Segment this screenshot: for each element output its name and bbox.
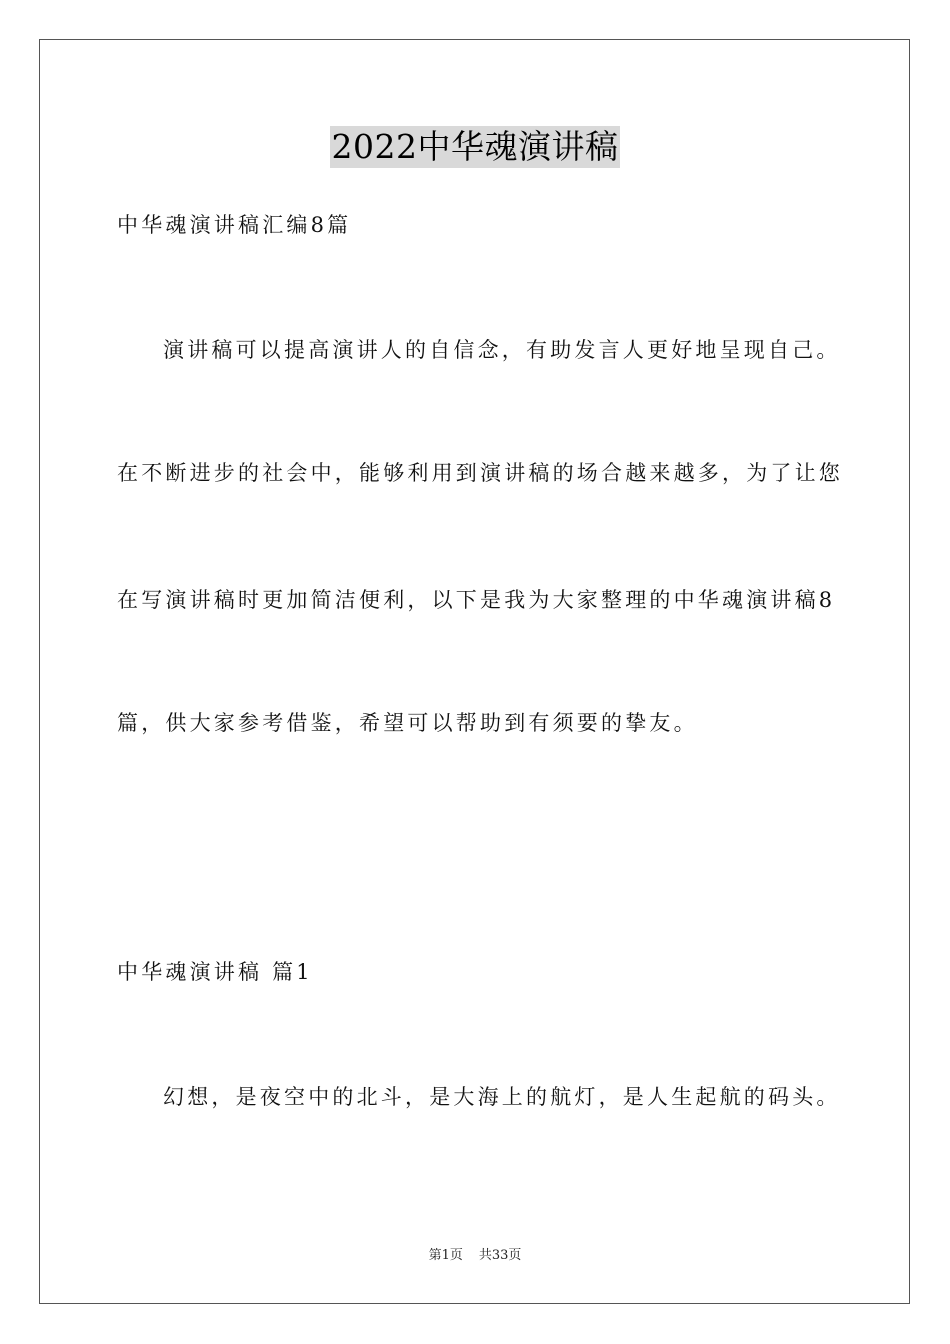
page-footer: [0, 1248, 950, 1264]
intro-line-1: 演讲稿可以提高演讲人的自信念，有助发言人更好地呈现自己。: [163, 338, 841, 362]
title-container: [0, 126, 950, 168]
intro-line-3: 在写演讲稿时更加简洁便利，以下是我为大家整理的中华魂演讲稿8: [117, 588, 836, 612]
section-heading: 中华魂演讲稿 篇1: [117, 960, 313, 984]
intro-line-4: 篇，供大家参考借鉴，希望可以帮助到有须要的挚友。: [117, 711, 698, 735]
intro-line-2: 在不断进步的社会中，能够利用到演讲稿的场合越来越多，为了让您: [117, 461, 843, 485]
document-title: 2022中华魂演讲稿: [331, 127, 619, 166]
document-subtitle: 中华魂演讲稿汇编8篇: [117, 213, 352, 237]
current-page-label: 第1页: [428, 1248, 463, 1263]
total-pages-label: 共33页: [478, 1248, 522, 1263]
section-paragraph-line: 幻想，是夜空中的北斗，是大海上的航灯，是人生起航的码头。: [163, 1085, 841, 1109]
